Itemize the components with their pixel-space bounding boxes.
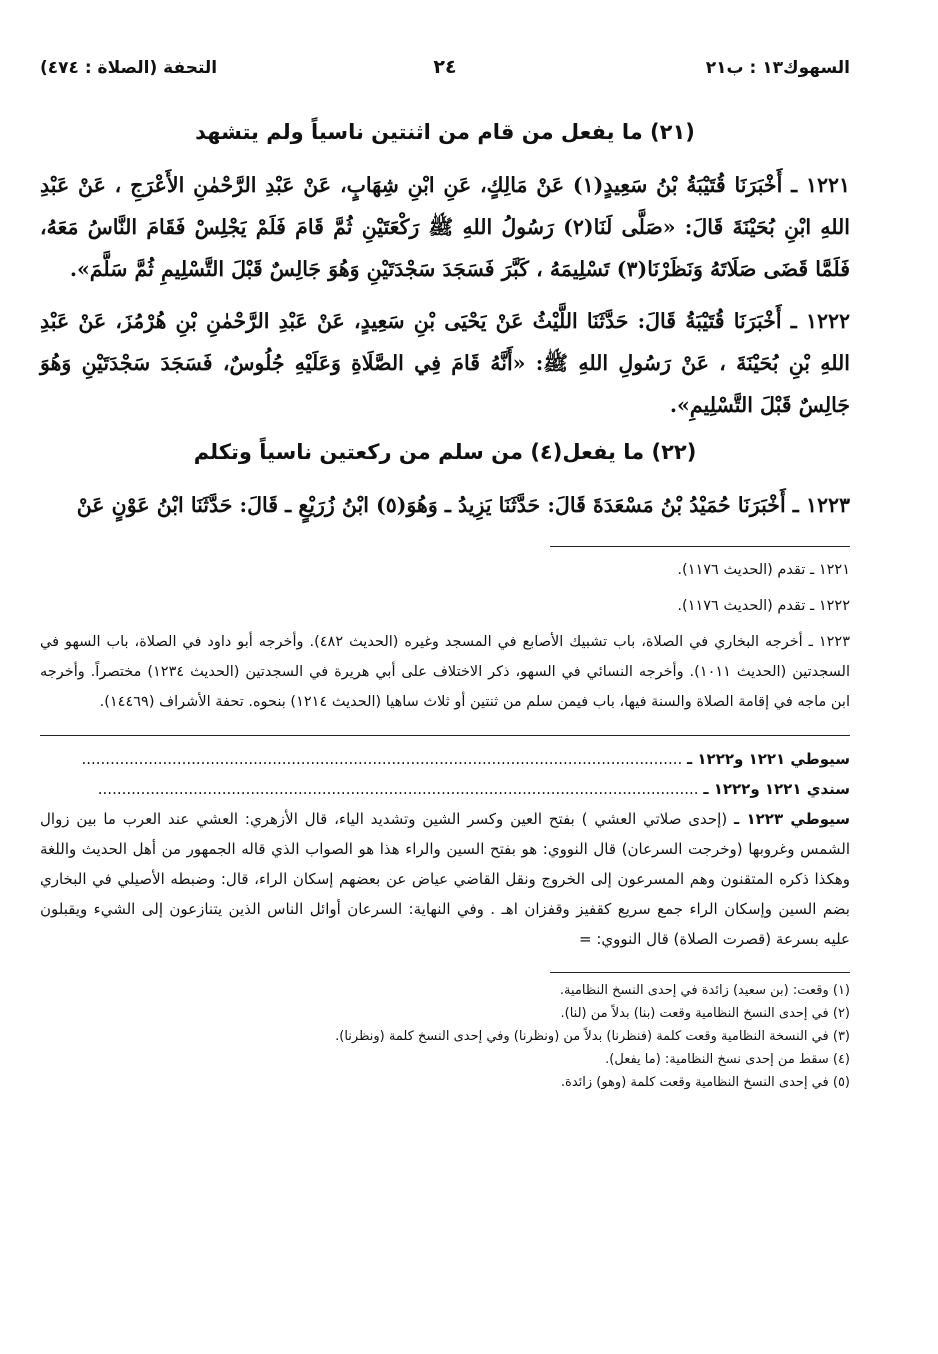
hadith-1221: ١٢٢١ ـ أَخْبَرَنَا قُتَيْبَةُ بْنُ سَعِيدٍ(١) عَنْ مَالِكٍ، عَنِ ابْنِ شِهَابٍ، عَنْ عَبْدِ الرَّحْمٰنِ الأَعْرَجِ ، عَنْ عَبْدِ اللهِ ابْنِ بُحَيْنَةَ قَالَ: «صَلَّى لَنَا(٢) رَسُولُ اللهِ ﷺ رَكْعَتَيْنِ ثُمَّ قَامَ فَلَمْ يَجْلِسْ فَقَامَ النَّاسُ مَعَهُ، فَلَمَّا قَضَى صَلَاتَهُ وَنَظَرْنَا(٣) تَسْلِيمَهُ ، كَبَّرَ فَسَجَدَ سَجْدَتَيْنِ وَهُوَ جَالِسٌ قَبْلَ التَّسْلِيمِ ثُمَّ سَلَّمَ». [40,173,850,281]
takhrij-divider [550,546,850,547]
footnote-4: (٤) سقط من إحدى نسخ النظامية: (ما يفعل). [605,1052,850,1067]
footnote-1: (١) وقعت: (بن سعيد) زائدة في إحدى النسخ النظامية. [559,983,850,998]
footnote-5: (٥) في إحدى النسخ النظامية وقعت كلمة (وهو) زائدة. [560,1075,850,1090]
header-tuhfa-ref: التحفة (الصلاة : ٤٧٤) [40,58,218,78]
suyuti-1223-text: (إحدى صلاتي العشي ) بفتح العين وكسر الشين وتشديد الياء، قال الأزهري: العشي عند العرب ما بين زوال الشمس وغروبها (وخرجت السرعان) قال النووي: هو بفتح السين والراء هذا هو الصواب الذي قاله الجمهور من أهل الحديث واللغة وهكذا ذكره المتقنون وهم المسرعون إلى الخروج ونقل القاضي عياض عن بعضهم إسكان الراء، قال: وضبطه الأصيلي في البخاري بضم السين وإسكان الراء جمع سريع كقفيز وقفزان اهـ . وفي النهاية: السرعان أوائل الناس الذين يتنازعون إلى الشيء ويقبلون عليه بسرعة (قصرت الصلاة) قال النووي: = [40,810,850,948]
book-page [40,48,850,1094]
hadith-1223: ١٢٢٣ ـ أَخْبَرَنَا حُمَيْدُ بْنُ مَسْعَدَةَ قَالَ: حَدَّثَنَا يَزِيدُ ـ وَهُوَ(٥) ابْنُ زُرَيْعٍ ـ قَالَ: حَدَّثَنَا ابْنُ عَوْنٍ عَنْ [76,493,850,517]
footnotes-section [40,979,850,1094]
chapter-21-title: (٢١) ما يفعل من قام من اثنتين ناسياً ولم يتشهد [195,120,695,144]
suyuti-1223-label: سيوطي ١٢٢٣ ـ [734,810,850,828]
suyuti-1221-1222 [40,744,850,774]
takhrij-1223: ١٢٢٣ ـ أخرجه البخاري في الصلاة، باب تشبيك الأصابع في المسجد وغيره (الحديث ٤٨٢). وأخرجه أبو داود في الصلاة، باب السهو في السجدتين (الحديث ١٠١١). وأخرجه النسائي في السهو، ذكر الاختلاف على أبي هريرة في السجدتين (الحديث ١٢٣٤) مختصراً. وأخرجه ابن ماجه في إقامة الصلاة والسنة فيها، باب فيمن سلم من ثنتين أو ثلاث ساهيا (الحديث ١٢١٤) بنحوه. تحفة الأشراف (١٤٤٦٩). [40,634,851,710]
takhrij-1222: ١٢٢٢ ـ تقدم (الحديث ١١٧٦). [677,598,850,614]
page-number: ٢٤ [433,56,457,78]
sindi-1221-1222 [40,774,850,804]
sindi-1221-label: سندي ١٢٢١ و١٢٢٢ ـ [703,780,850,798]
commentary-section [40,744,850,954]
takhrij-section [40,555,850,717]
suyuti-1223 [40,804,850,954]
suyuti-1221-label: سيوطي ١٢٢١ و١٢٢٢ ـ [687,750,850,768]
footnotes-divider [550,972,850,973]
page-header [40,48,850,84]
footnote-2: (٢) في إحدى النسخ النظامية وقعت (بنا) بدلاً من (لنا). [560,1006,850,1021]
footnote-3: (٣) في النسخة النظامية وقعت كلمة (فنظرنا) بدلاً من (ونظرنا) وفي إحدى النسخ كلمة (ونظرنا). [335,1029,850,1044]
chapter-22-title: (٢٢) ما يفعل(٤) من سلم من ركعتين ناسياً وتكلم [193,440,697,464]
sindi-1221-dots: .............................................................................................................................. [97,780,699,798]
hadith-1222: ١٢٢٢ ـ أَخْبَرَنَا قُتَيْبَةُ قَالَ: حَدَّثَنَا اللَّيْثُ عَنْ يَحْيَى بْنِ سَعِيدٍ، عَنْ عَبْدِ الرَّحْمٰنِ بْنِ هُرْمُزَ، عَنْ عَبْدِ اللهِ بْنِ بُحَيْنَةَ ، عَنْ رَسُولِ اللهِ ﷺ: «أَنَّهُ قَامَ فِي الصَّلَاةِ وَعَلَيْهِ جُلُوسٌ، فَسَجَدَ سَجْدَتَيْنِ وَهُوَ جَالِسٌ قَبْلَ التَّسْلِيمِ». [40,309,850,417]
suyuti-1221-dots: .............................................................................................................................. [81,750,683,768]
header-manuscript-ref: السهوك١٣ : ب٢١ [705,58,850,78]
commentary-divider [40,735,850,736]
takhrij-1221: ١٢٢١ ـ تقدم (الحديث ١١٧٦). [677,562,850,578]
